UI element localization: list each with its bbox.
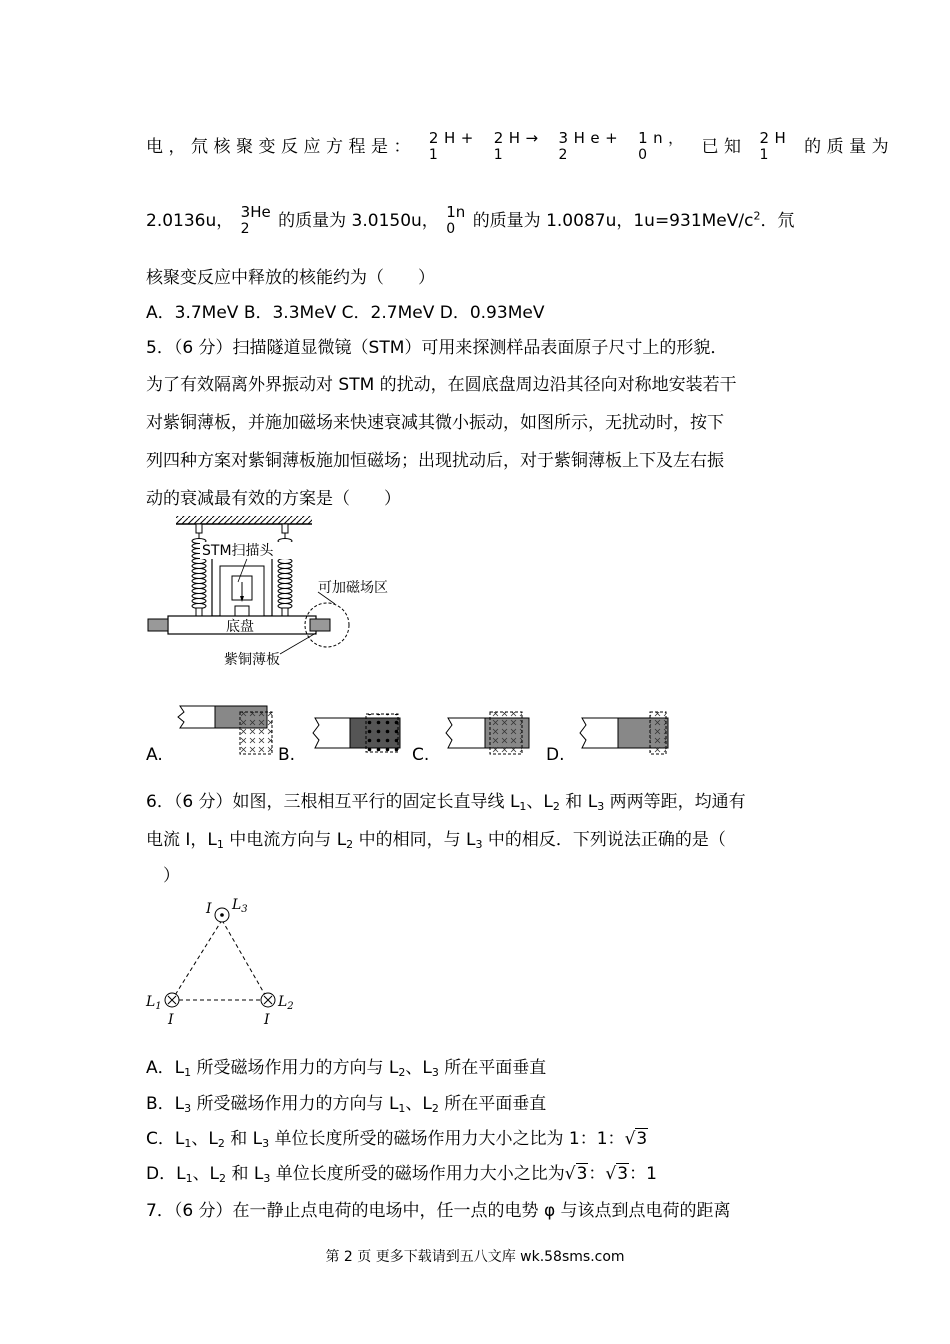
q5-line-5: 动的衰减最有效的方案是（ ） bbox=[146, 489, 401, 509]
sqrt-symbol: √3 bbox=[564, 1164, 588, 1184]
option-c-label: C. bbox=[412, 745, 430, 765]
wire-label-l2: $L_2$ bbox=[278, 994, 294, 1012]
copper-plate-left bbox=[148, 619, 168, 631]
option-c-figure bbox=[446, 712, 529, 754]
ceiling bbox=[176, 516, 312, 524]
option-d-figure bbox=[580, 712, 668, 754]
q6-option-d: D．$L_1$、$L_2$ 和 $L_3$ 单位长度所受的磁场作用力大小之比为√3：√3：1 bbox=[146, 1164, 657, 1185]
isotope-deuterium-1: 2H+ 1 bbox=[428, 129, 479, 163]
q6-option-c: C．$L_1$、$L_2$ 和 $L_3$ 单位长度所受的磁场作用力大小之比为 1：1：√3 bbox=[146, 1129, 648, 1150]
option-a-figure bbox=[178, 706, 272, 754]
isotope-deuterium-2: 2H→ 1 bbox=[493, 129, 544, 163]
current-label-left: I bbox=[168, 1012, 174, 1028]
label-stm-head: STM扫描头 bbox=[202, 543, 274, 559]
q6-option-a: A．$L_1$ 所受磁场作用力的方向与 $L_2$、$L_3$ 所在平面垂直 bbox=[146, 1058, 547, 1079]
q5-line-2: 为了有效隔离外界振动对 STM 的扰动，在圆底盘周边沿其径向对称地安装若干 bbox=[146, 375, 737, 395]
stm-figure bbox=[140, 512, 410, 677]
q4-line1-a: 电，氘核聚变反应方程是： bbox=[146, 137, 416, 157]
wire-triangle-figure bbox=[140, 890, 310, 1030]
option-d-label: D. bbox=[546, 745, 565, 765]
q4-line1-c: 的质量为 bbox=[804, 137, 895, 157]
wire-label-l3: $L_3$ bbox=[232, 897, 248, 915]
option-b-label: B. bbox=[278, 745, 296, 765]
q4-line2-a: 2.0136u， bbox=[146, 211, 234, 231]
isotope-neutron: 1n， 0 bbox=[638, 129, 689, 163]
sqrt-symbol: √3 bbox=[605, 1164, 629, 1184]
option-b-figure bbox=[313, 714, 400, 752]
q4-options: A．3.7MeV B．3.3MeV C．2.7MeV D．0.93MeV bbox=[146, 303, 545, 323]
label-base: 底盘 bbox=[226, 619, 254, 635]
q4-line-2 bbox=[146, 204, 794, 238]
q6-option-b: B．$L_3$ 所受磁场作用力的方向与 $L_1$、$L_2$ 所在平面垂直 bbox=[146, 1094, 547, 1115]
q6-line-1: 6．（6 分）如图，三根相互平行的固定长直导线 $L_1$、$L_2$ 和 $L_3$ 两两等距，均通有 bbox=[146, 792, 746, 813]
option-a-label: A. bbox=[146, 745, 163, 765]
q4-line2-b: 的质量为 3.0150u， bbox=[278, 211, 439, 231]
q5-line-1: 5．（6 分）扫描隧道显微镜（STM）可用来探测样品表面原子尺寸上的形貌． bbox=[146, 338, 728, 358]
q5-line-3: 对紫铜薄板，并施加磁场来快速衰减其微小振动，如图所示，无扰动时，按下 bbox=[146, 413, 724, 433]
sqrt-symbol: √3 bbox=[624, 1129, 648, 1149]
current-label-right: I bbox=[264, 1012, 270, 1028]
q4-line-3: 核聚变反应中释放的核能约为（ ） bbox=[146, 268, 435, 288]
label-copper-plate: 紫铜薄板 bbox=[224, 652, 280, 668]
q4-line2-c: 的质量为 1.0087u，1u=931MeV/c bbox=[472, 211, 754, 231]
isotope-helium-3: 3He+ 2 bbox=[558, 129, 624, 163]
q4-line-1 bbox=[146, 130, 894, 164]
page-footer: 第 2 页 更多下载请到五八文库 wk.58sms.com bbox=[325, 1249, 625, 1265]
q4-line2-d: ．氘 bbox=[760, 211, 795, 231]
q7-line-1: 7．（6 分）在一静止点电荷的电场中，任一点的电势 φ 与该点到点电荷的距离 bbox=[146, 1201, 731, 1221]
isotope-helium-3-mass: 3He 2 bbox=[240, 203, 271, 237]
q4-line1-b: 已知 bbox=[701, 137, 747, 157]
q5-line-4: 列四种方案对紫铜薄板施加恒磁场；出现扰动后，对于紫铜薄板上下及左右振 bbox=[146, 451, 724, 471]
q4-line2-sup: 2 bbox=[753, 209, 761, 223]
isotope-neutron-mass: 1n 0 bbox=[446, 203, 466, 237]
wire-l2 bbox=[261, 993, 275, 1007]
current-label-top: I bbox=[206, 901, 212, 917]
q6-line-2: 电流 I，$L_1$ 中电流方向与 $L_2$ 中的相同，与 $L_3$ 中的相反．下列说法正确的是（ bbox=[146, 830, 726, 851]
label-magnet-zone: 可加磁场区 bbox=[318, 580, 388, 596]
wire-l3 bbox=[215, 908, 229, 922]
isotope-deuterium-3: 2H 1 bbox=[759, 129, 792, 163]
wire-l1 bbox=[165, 993, 179, 1007]
q6-line-3: ） bbox=[146, 866, 180, 886]
wire-label-l1: $L_1$ bbox=[146, 994, 162, 1012]
copper-plate-right bbox=[310, 619, 330, 631]
